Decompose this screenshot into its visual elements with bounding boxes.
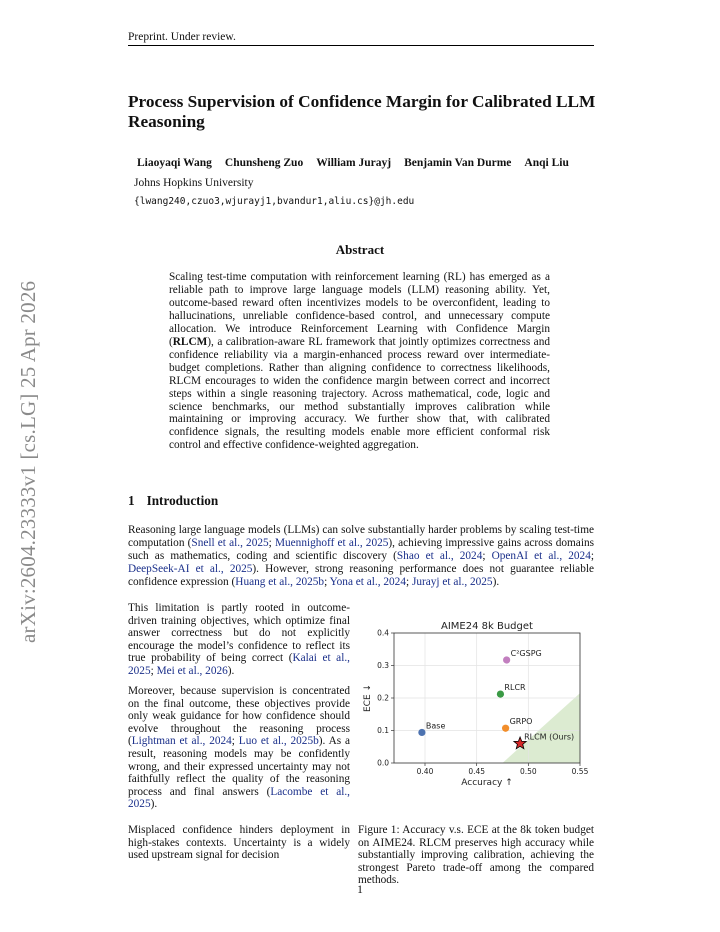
pareto-region [503, 693, 581, 763]
y-tick-label: 0.1 [377, 726, 389, 736]
data-point-label: GRPO [509, 717, 533, 727]
y-tick-label: 0.4 [377, 628, 389, 638]
abstract-method-name: RLCM [172, 335, 208, 348]
affiliation: Johns Hopkins University [134, 177, 254, 189]
body-text: Reasoning large language models (LLMs) can solve substantially harder problems by scaling test-time computation ( [128, 524, 594, 549]
citation-link[interactable]: Lacombe et al., 2025 [128, 785, 350, 811]
y-tick-label: 0.2 [377, 693, 389, 703]
data-point [418, 729, 425, 736]
page-number: 1 [357, 884, 363, 896]
citation-link[interactable]: Luo et al., 2025b [238, 735, 319, 748]
arxiv-stamp: arXiv:2604.23333v1 [cs.LG] 25 Apr 2026 [16, 280, 40, 643]
body-text: ; [268, 536, 275, 549]
citation-link[interactable]: Snell et al., 2025 [191, 536, 269, 549]
body-text: ). [227, 664, 235, 677]
author-name: Liaoyaqi Wang [137, 157, 212, 169]
author-name: Benjamin Van Durme [404, 157, 512, 169]
citation-link[interactable]: DeepSeek-AI et al., 2025 [128, 562, 253, 575]
data-point-label: RLCM (Ours) [524, 732, 575, 742]
body-text: ), achieving impressive gains across domains such as mathematics, coding and scientific discovery ( [128, 536, 595, 562]
abstract-text: ), a calibration-aware RL framework that jointly optimizes correctness and confidence reliability via a margin-enhanced process reward over intermediate-budget completions. Rather than aligning confidence to correctness likelihoods, RLCM encourages to widen the confidence margin between correct and incorrect steps within a single reasoning trajectory. Across mathematical, code, logic and science benchmarks, our method substantially improves calibration while maintaining or improving accuracy. We further show that, with calibrated confidence signals, the resulting models enable more efficient conformal risk control and effective confidence-weighted aggregation. [169, 335, 550, 452]
citation-link[interactable]: Mei et al., 2026 [156, 664, 228, 677]
body-text: ; [150, 664, 157, 677]
citation-link[interactable]: Jurayj et al., 2025 [411, 575, 493, 588]
x-tick-label: 0.45 [468, 767, 486, 776]
y-axis-label: ECE ↓ [363, 683, 373, 713]
citation-link[interactable]: Kalai et al., 2025 [128, 652, 350, 677]
body-text: ). [492, 575, 500, 588]
citation-link[interactable]: Lightman et al., 2024 [131, 735, 232, 748]
abstract-heading: Abstract [335, 242, 385, 257]
body-text: ; [482, 549, 492, 562]
data-point [503, 656, 510, 663]
section-title: Introduction [146, 493, 219, 508]
intro-paragraph-4: Misplaced confidence hinders deployment in high-stakes contexts. Uncertainty is a widely used upstream signal for decision [128, 824, 350, 862]
x-tick-label: 0.40 [416, 767, 434, 776]
y-tick-label: 0.3 [377, 661, 389, 671]
author-name: Chunsheng Zuo [224, 157, 304, 169]
paper-title: Process Supervision of Confidence Margin for Calibrated LLM Reasoning [128, 92, 596, 131]
running-header: Preprint. Under review. [128, 31, 236, 43]
x-tick-label: 0.55 [571, 767, 589, 776]
author-name: William Jurayj [316, 157, 392, 169]
data-point-label: C²GSPG [510, 648, 542, 658]
abstract-text: Scaling test-time computation with reinforcement learning (RL) has emerged as a reliable path to improve large language models (LLM) reasoning ability. Yet, outcome-based reward often incentivizes models to be overconfident, leading to hallucinations, unreliable confidence-based control, and unnecessary compute allocation. We introduce Reinforcement Learning with Confidence Margin ( [169, 271, 550, 348]
y-tick-label: 0.0 [377, 758, 389, 768]
body-text: ; [590, 549, 594, 562]
abstract-body [169, 271, 550, 452]
citation-link[interactable]: Huang et al., 2025b [235, 575, 325, 588]
intro-paragraph-3 [128, 685, 350, 811]
header-rule [128, 45, 594, 46]
data-point-label: RLCR [504, 683, 526, 693]
body-text: ; [231, 735, 239, 748]
citation-link[interactable]: OpenAI et al., 2024 [491, 549, 591, 562]
body-text: Moreover, because supervision is concentrated on the final outcome, these objectives provide only weak guidance for how confidence should evolve throughout the reasoning process ( [128, 685, 350, 748]
body-text: ). As a result, reasoning models may be confidently wrong, and their expressed uncertainty may not faithfully reflect the quality of the reasoning process and final answers ( [128, 735, 350, 798]
author-list [137, 157, 582, 169]
chart-title: AIME24 8k Budget [441, 621, 533, 632]
body-text: ; [324, 575, 330, 588]
accuracy-ece-scatter-chart [356, 618, 596, 818]
x-tick-label: 0.50 [519, 767, 537, 776]
figure-caption: Figure 1: Accuracy v.s. ECE at the 8k token budget on AIME24. RLCM preserves high accuracy while substantially improving calibration, achieving the strongest Pareto trade-off among the compared methods. [358, 824, 594, 887]
intro-paragraph-2 [128, 602, 350, 678]
intro-paragraph-1 [128, 524, 594, 589]
citation-link[interactable]: Shao et al., 2024 [396, 549, 483, 562]
author-emails: {lwang240,czuo3,wjurayj1,bvandur1,aliu.cs}@jh.edu [134, 196, 415, 207]
data-point [497, 691, 504, 698]
section-number: 1 [128, 493, 135, 508]
body-text: ). However, strong reasoning performance does not guarantee reliable confidence expression ( [128, 562, 594, 588]
author-name: Anqi Liu [524, 157, 569, 169]
body-text: This limitation is partly rooted in outcome-driven training objectives, which optimize final answer correctness but do not explicitly encourage the model’s confidence to reflect its true probability of being correct ( [128, 602, 350, 665]
figure-1 [356, 618, 596, 818]
citation-link[interactable]: Yona et al., 2024 [329, 575, 406, 588]
body-text: ). [150, 798, 158, 811]
data-point [502, 725, 509, 732]
citation-link[interactable]: Muennighoff et al., 2025 [274, 536, 389, 549]
data-point-label: Base [425, 721, 446, 731]
section-heading [128, 493, 218, 509]
x-axis-label: Accuracy ↑ [461, 778, 513, 788]
body-text: ; [405, 575, 412, 588]
